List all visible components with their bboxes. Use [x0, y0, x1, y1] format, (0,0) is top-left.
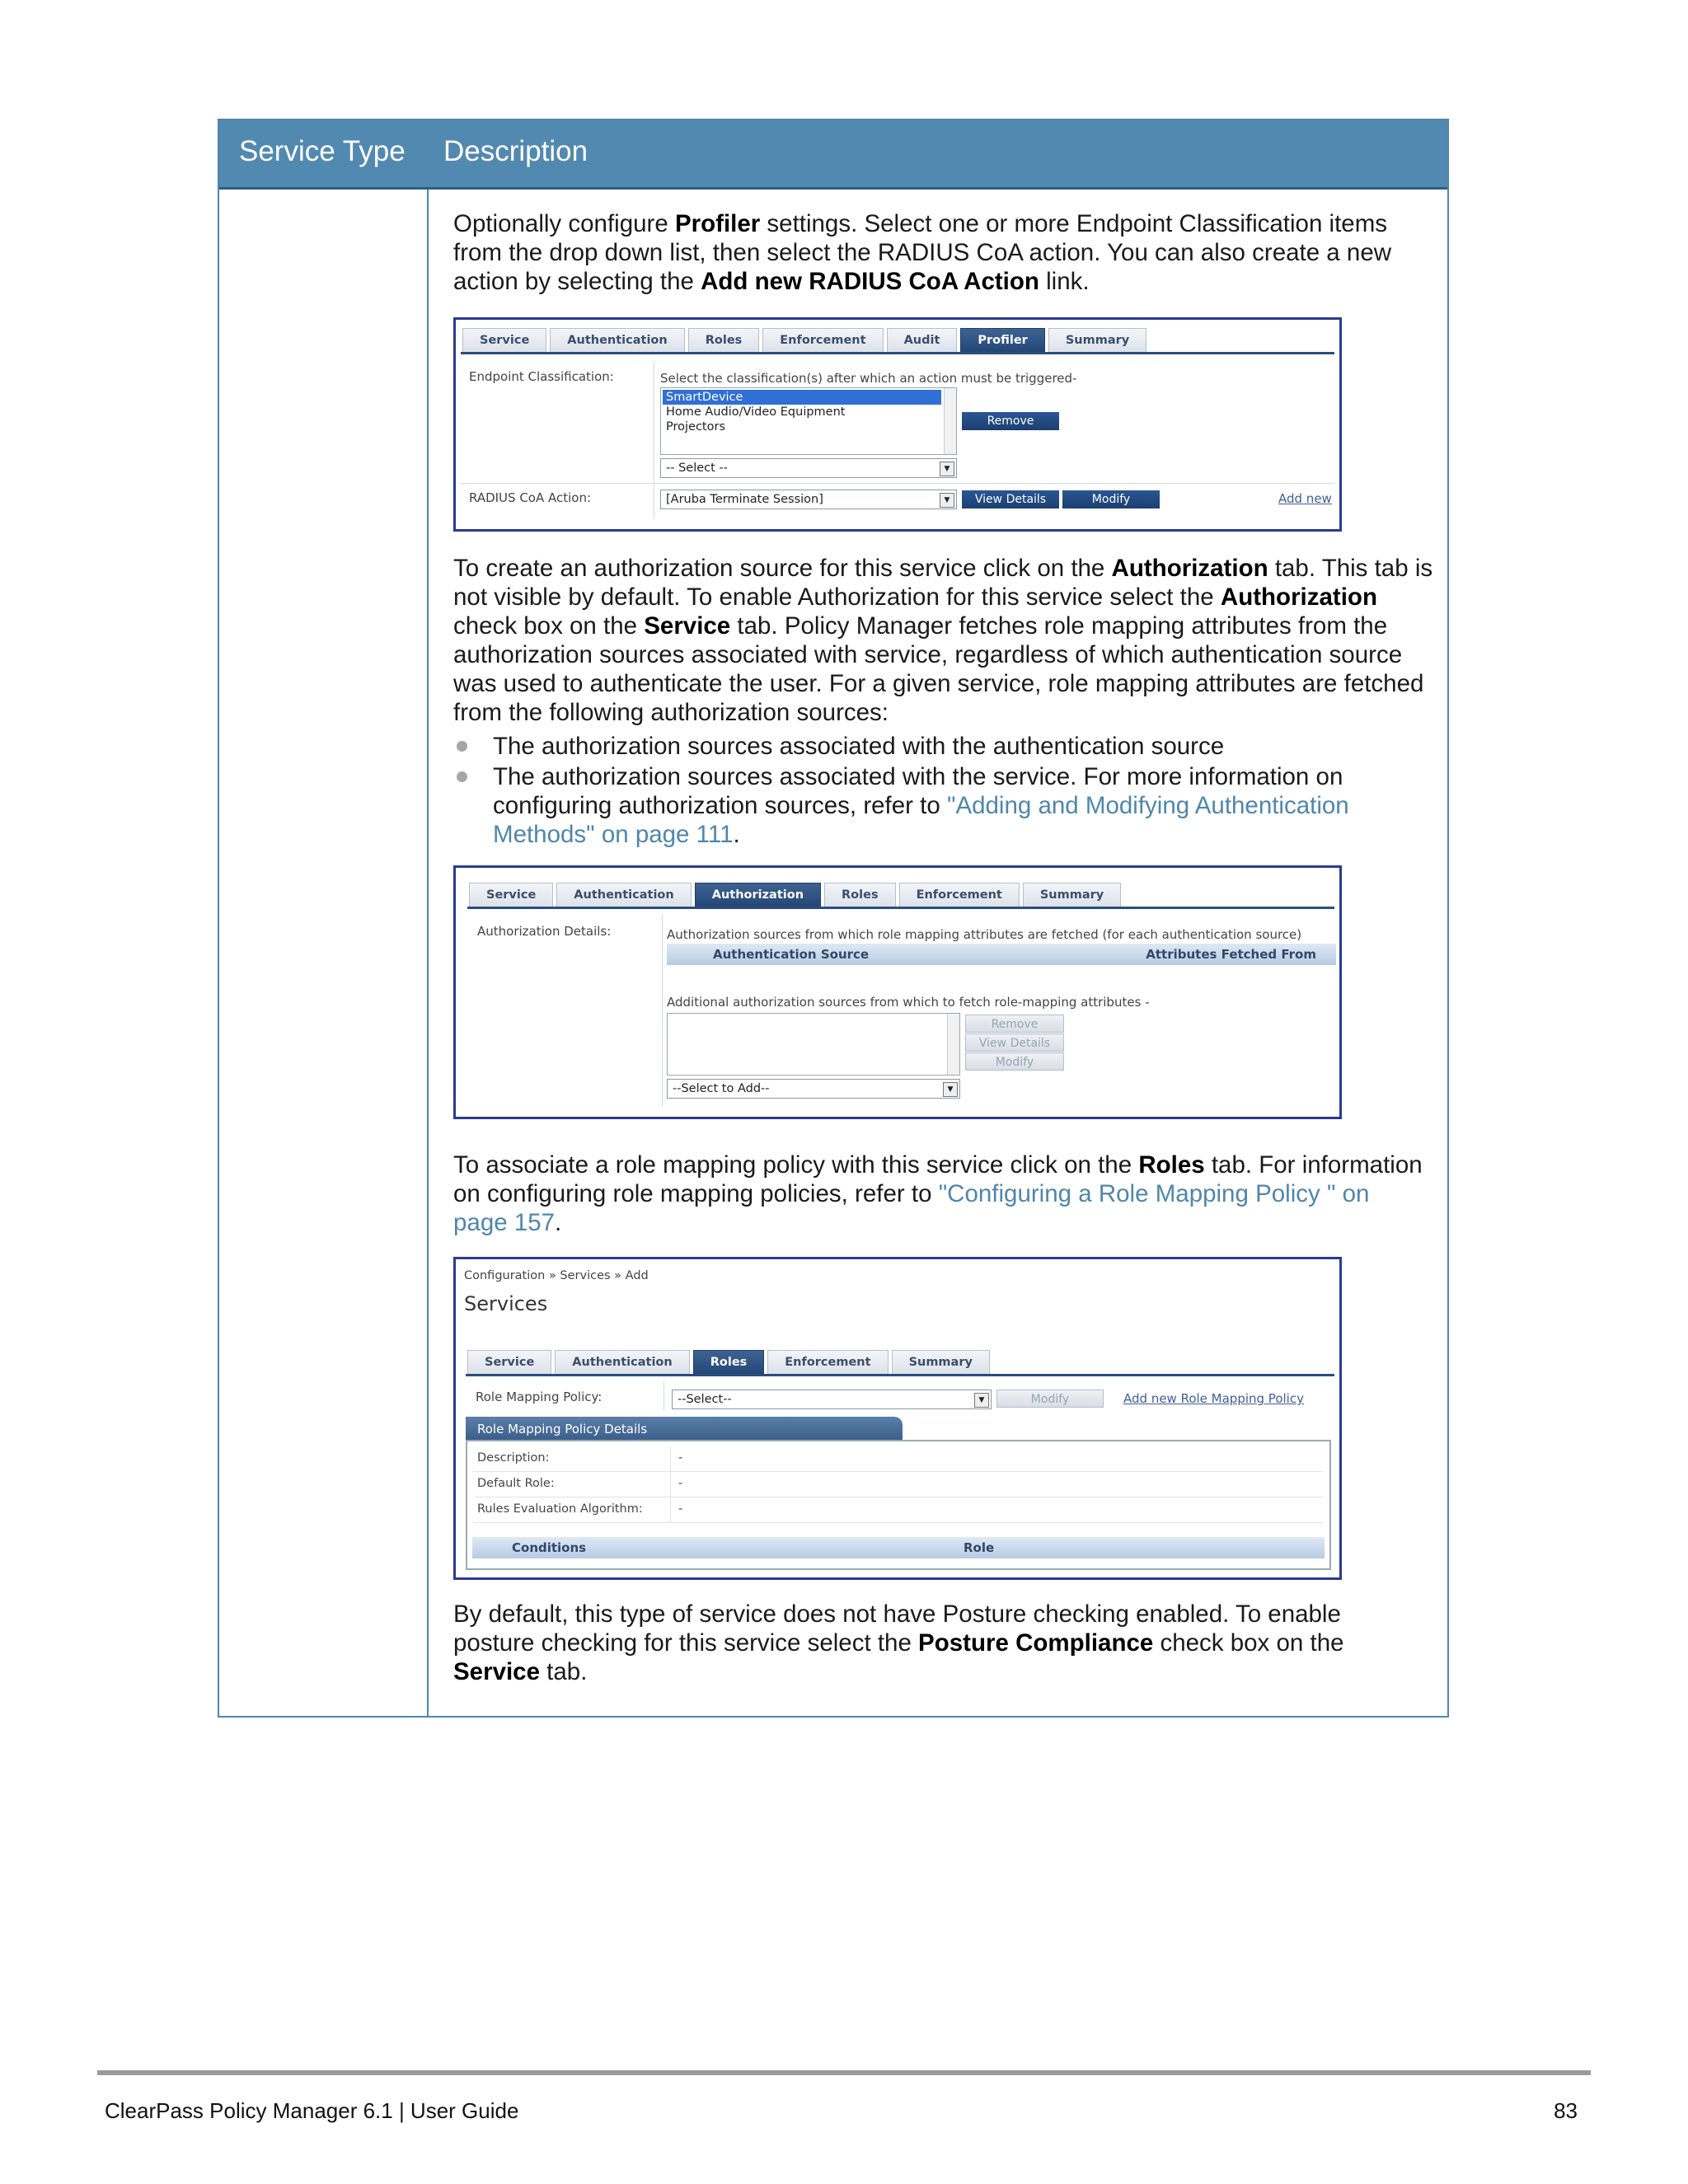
modify-button[interactable]: Modify [965, 1052, 1064, 1071]
tab-audit[interactable]: Audit [887, 328, 958, 352]
authorization-details-label: Authorization Details: [477, 924, 612, 939]
bullet-text: The authorization sources associated with the service. For more information on configuring authorization sources, refer to [493, 763, 1343, 819]
breadcrumb: Configuration » Services » Add [464, 1269, 649, 1282]
bold-authorization: Authorization [1111, 555, 1268, 582]
coa-action-select[interactable] [660, 490, 957, 509]
role-mapping-select[interactable] [672, 1390, 992, 1409]
page-title: Services [464, 1292, 548, 1315]
text: tab. [539, 1658, 588, 1685]
details-header-text: Role Mapping Policy Details [477, 1422, 648, 1436]
row-value: - [678, 1477, 683, 1490]
endpoint-classification-label: Endpoint Classification: [469, 369, 614, 384]
chevron-down-icon: ▼ [974, 1393, 989, 1408]
bullet-text: The authorization sources associated with the authentication source [493, 733, 1225, 760]
bold-add-new-coa: Add new RADIUS CoA Action [701, 268, 1039, 295]
details-header-tab [466, 1417, 903, 1440]
col-role: Role [964, 1540, 995, 1555]
tab-summary[interactable]: Summary [1048, 328, 1146, 352]
text: tab. For information on configuring role mapping policies, refer to [453, 1151, 1423, 1207]
tab-profiler[interactable]: Profiler [960, 328, 1044, 352]
list-item[interactable]: Home Audio/Video Equipment [666, 405, 846, 419]
bold-authorization: Authorization [1220, 583, 1377, 611]
col-conditions: Conditions [512, 1540, 587, 1555]
profiler-screenshot [453, 317, 1342, 532]
row-key: Default Role: [477, 1477, 555, 1490]
modify-button[interactable]: Modify [1062, 490, 1160, 509]
tab-enforcement[interactable]: Enforcement [899, 883, 1020, 907]
cell-divider [670, 1472, 671, 1497]
col-attributes-fetched: Attributes Fetched From [1146, 947, 1316, 962]
tab-underline [467, 907, 1334, 909]
footer-guide-title: ClearPass Policy Manager 6.1 | User Guide [105, 2098, 519, 2123]
chevron-down-icon: ▼ [940, 493, 954, 508]
text: By default, this type of service does not have Posture checking enabled. To enable posture checking for this service select the [453, 1601, 1341, 1657]
authorization-bullets [453, 732, 1393, 849]
bold-profiler: Profiler [674, 210, 761, 237]
text: . [733, 821, 740, 848]
authorization-screenshot [453, 865, 1342, 1119]
authorization-paragraph [453, 554, 1434, 727]
view-details-button[interactable]: View Details [962, 490, 1059, 509]
roles-paragraph [453, 1151, 1426, 1237]
tab-enforcement[interactable]: Enforcement [767, 1350, 888, 1374]
tab-underline [461, 352, 1334, 354]
text: check box on the [453, 612, 645, 640]
select-value: --Select-- [678, 1393, 732, 1406]
remove-button[interactable]: Remove [962, 412, 1059, 430]
select-to-add[interactable] [667, 1079, 960, 1099]
role-mapping-link[interactable]: "Configuring a Role Mapping Policy " on page 157 [453, 1180, 1370, 1236]
additional-sources-label: Additional authorization sources from which to fetch role-mapping attributes - [667, 995, 1150, 1010]
tab-service[interactable]: Service [467, 1350, 551, 1374]
cell-divider [670, 1446, 671, 1471]
table-header [219, 120, 1447, 190]
separator [663, 1381, 664, 1411]
row-value: - [678, 1502, 683, 1516]
row-value: - [678, 1451, 683, 1465]
list-item[interactable]: Projectors [666, 420, 725, 434]
text: Optionally configure [453, 210, 675, 237]
additional-sources-listbox[interactable] [667, 1013, 960, 1076]
table-row [474, 1472, 1323, 1497]
remove-button[interactable]: Remove [965, 1015, 1064, 1033]
bold-service: Service [644, 612, 731, 640]
separator [662, 914, 663, 1107]
roles-tabs [467, 1350, 993, 1374]
text: tab. This tab is not visible by default. To enable Authorization for this service select the [453, 555, 1433, 611]
posture-paragraph [453, 1600, 1426, 1686]
details-panel [466, 1440, 1331, 1570]
tab-authentication[interactable]: Authentication [556, 883, 691, 907]
auth-methods-link[interactable]: "Adding and Modifying Authentication Methods" on page 111 [493, 792, 1349, 848]
bold-service: Service [453, 1658, 540, 1685]
chevron-down-icon: ▼ [943, 1082, 958, 1097]
modify-button[interactable]: Modify [996, 1390, 1104, 1408]
classification-select[interactable] [660, 458, 957, 478]
bold-roles: Roles [1138, 1151, 1205, 1179]
text: tab. Policy Manager fetches role mapping attributes from the authorization sources associated with service, regardless of which authentication source was used to authenticate the user. For a given service, role mapping attributes are fetched from the following authorization sources: [453, 612, 1424, 726]
text: . [555, 1209, 562, 1236]
text: check box on the [1153, 1629, 1344, 1657]
bullet-item [453, 732, 1393, 761]
table-row [474, 1497, 1323, 1523]
col-authentication-source: Authentication Source [713, 947, 870, 962]
conditions-role-header [472, 1537, 1325, 1558]
text: To create an authorization source for this service click on the [453, 555, 1112, 582]
cell-divider [670, 1497, 671, 1522]
page-number: 83 [1554, 2098, 1578, 2123]
column-divider [427, 190, 429, 1716]
text: link. [1039, 268, 1090, 295]
select-value: -- Select -- [666, 462, 728, 475]
row-key: Rules Evaluation Algorithm: [477, 1502, 643, 1516]
classification-listbox[interactable] [660, 387, 957, 455]
tab-service[interactable]: Service [469, 883, 553, 907]
list-item[interactable]: SmartDevice [663, 390, 941, 405]
text: To associate a role mapping policy with this service click on the [453, 1151, 1139, 1179]
tab-roles[interactable]: Roles [693, 1350, 765, 1374]
select-value: [Aruba Terminate Session] [666, 493, 823, 506]
tab-authorization[interactable]: Authorization [695, 883, 821, 907]
profiler-paragraph [453, 209, 1426, 296]
tab-authentication[interactable]: Authentication [550, 328, 684, 352]
bullet-icon [457, 741, 467, 752]
authorization-tabs [469, 883, 1124, 907]
select-value: --Select to Add-- [673, 1082, 770, 1095]
role-mapping-policy-label: Role Mapping Policy: [476, 1390, 603, 1404]
auth-source-header [667, 944, 1336, 965]
view-details-button[interactable]: View Details [965, 1033, 1064, 1052]
tab-authentication[interactable]: Authentication [555, 1350, 689, 1374]
profiler-tabs [462, 328, 1150, 352]
row-divider [461, 483, 1334, 484]
text: settings. Select one or more Endpoint Classification items from the drop down list, then select the RADIUS CoA action. You can also create a new action by selecting the [453, 210, 1392, 295]
header-description: Description [443, 135, 588, 167]
chevron-down-icon: ▼ [940, 462, 954, 476]
header-service-type: Service Type [239, 135, 406, 167]
tab-roles[interactable]: Roles [824, 883, 896, 907]
footer-rule [97, 2070, 1591, 2075]
tab-summary[interactable]: Summary [892, 1350, 990, 1374]
tab-service[interactable]: Service [462, 328, 546, 352]
add-new-link[interactable]: Add new [1278, 491, 1332, 506]
row-key: Description: [477, 1451, 550, 1465]
endpoint-hint: Select the classification(s) after which an action must be triggered- [660, 371, 1077, 386]
radius-coa-label: RADIUS CoA Action: [469, 490, 592, 505]
table-row [474, 1446, 1323, 1472]
tab-roles[interactable]: Roles [688, 328, 760, 352]
bullet-icon [457, 771, 467, 782]
bold-posture-compliance: Posture Compliance [918, 1629, 1154, 1657]
roles-screenshot [453, 1257, 1342, 1580]
scrollbar[interactable] [947, 1014, 959, 1075]
tab-underline [466, 1374, 1334, 1376]
authorization-hint: Authorization sources from which role mapping attributes are fetched (for each authentication source) [667, 927, 1302, 942]
bullet-item [453, 762, 1393, 849]
tab-summary[interactable]: Summary [1023, 883, 1121, 907]
add-new-role-mapping-link[interactable]: Add new Role Mapping Policy [1123, 1391, 1304, 1406]
scrollbar[interactable] [944, 388, 956, 454]
tab-enforcement[interactable]: Enforcement [762, 328, 883, 352]
